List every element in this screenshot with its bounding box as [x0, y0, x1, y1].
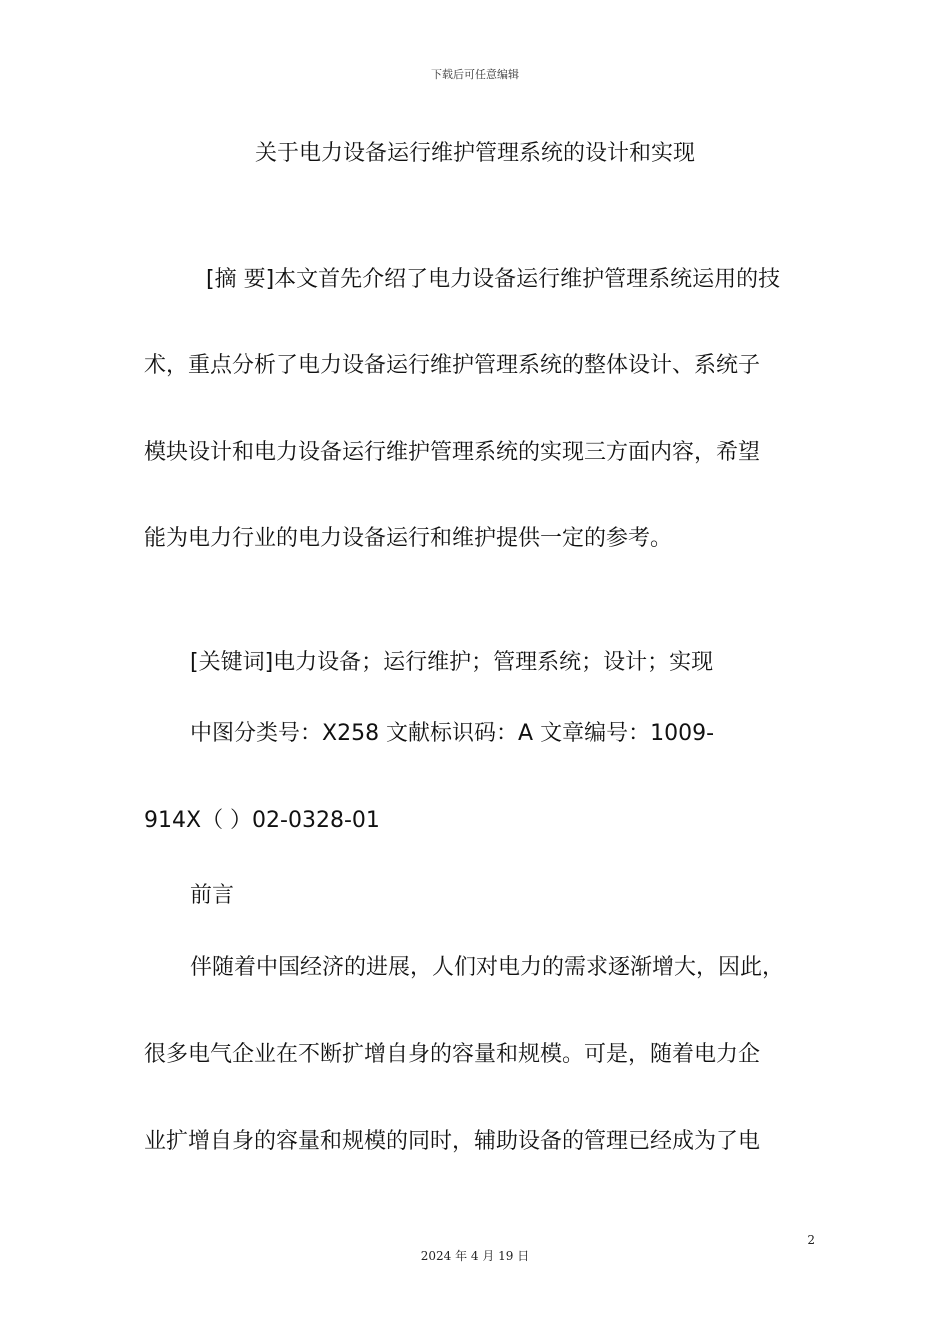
abstract-line-2: 术，重点分析了电力设备运行维护管理系统的整体设计、系统子 — [144, 353, 761, 378]
classification-line-1: 中图分类号：X258 文献标识码：A 文章编号：1009- — [190, 721, 715, 746]
body-line-3: 业扩增自身的容量和规模的同时，辅助设备的管理已经成为了电 — [144, 1129, 761, 1154]
document-title: 关于电力设备运行维护管理系统的设计和实现 — [254, 141, 695, 166]
keywords-line: [关键词]电力设备；运行维护；管理系统；设计；实现 — [190, 650, 714, 675]
body-line-2: 很多电气企业在不断扩增自身的容量和规模。可是，随着电力企 — [144, 1042, 761, 1067]
header-note: 下载后可任意编辑 — [431, 68, 519, 81]
abstract-line-4: 能为电力行业的电力设备运行和维护提供一定的参考。 — [144, 526, 673, 551]
preface-heading: 前言 — [190, 883, 235, 908]
abstract-line-3: 模块设计和电力设备运行维护管理系统的实现三方面内容，希望 — [144, 440, 761, 465]
body-line-1: 伴随着中国经济的进展，人们对电力的需求逐渐增大，因此， — [190, 955, 785, 980]
classification-line-2: 914X（ ）02-0328-01 — [144, 808, 380, 833]
footer-date: 2024 年 4 月 19 日 — [420, 1249, 530, 1263]
page-number: 2 — [807, 1233, 815, 1247]
abstract-line-1: [摘 要]本文首先介绍了电力设备运行维护管理系统运用的技 — [206, 267, 781, 292]
